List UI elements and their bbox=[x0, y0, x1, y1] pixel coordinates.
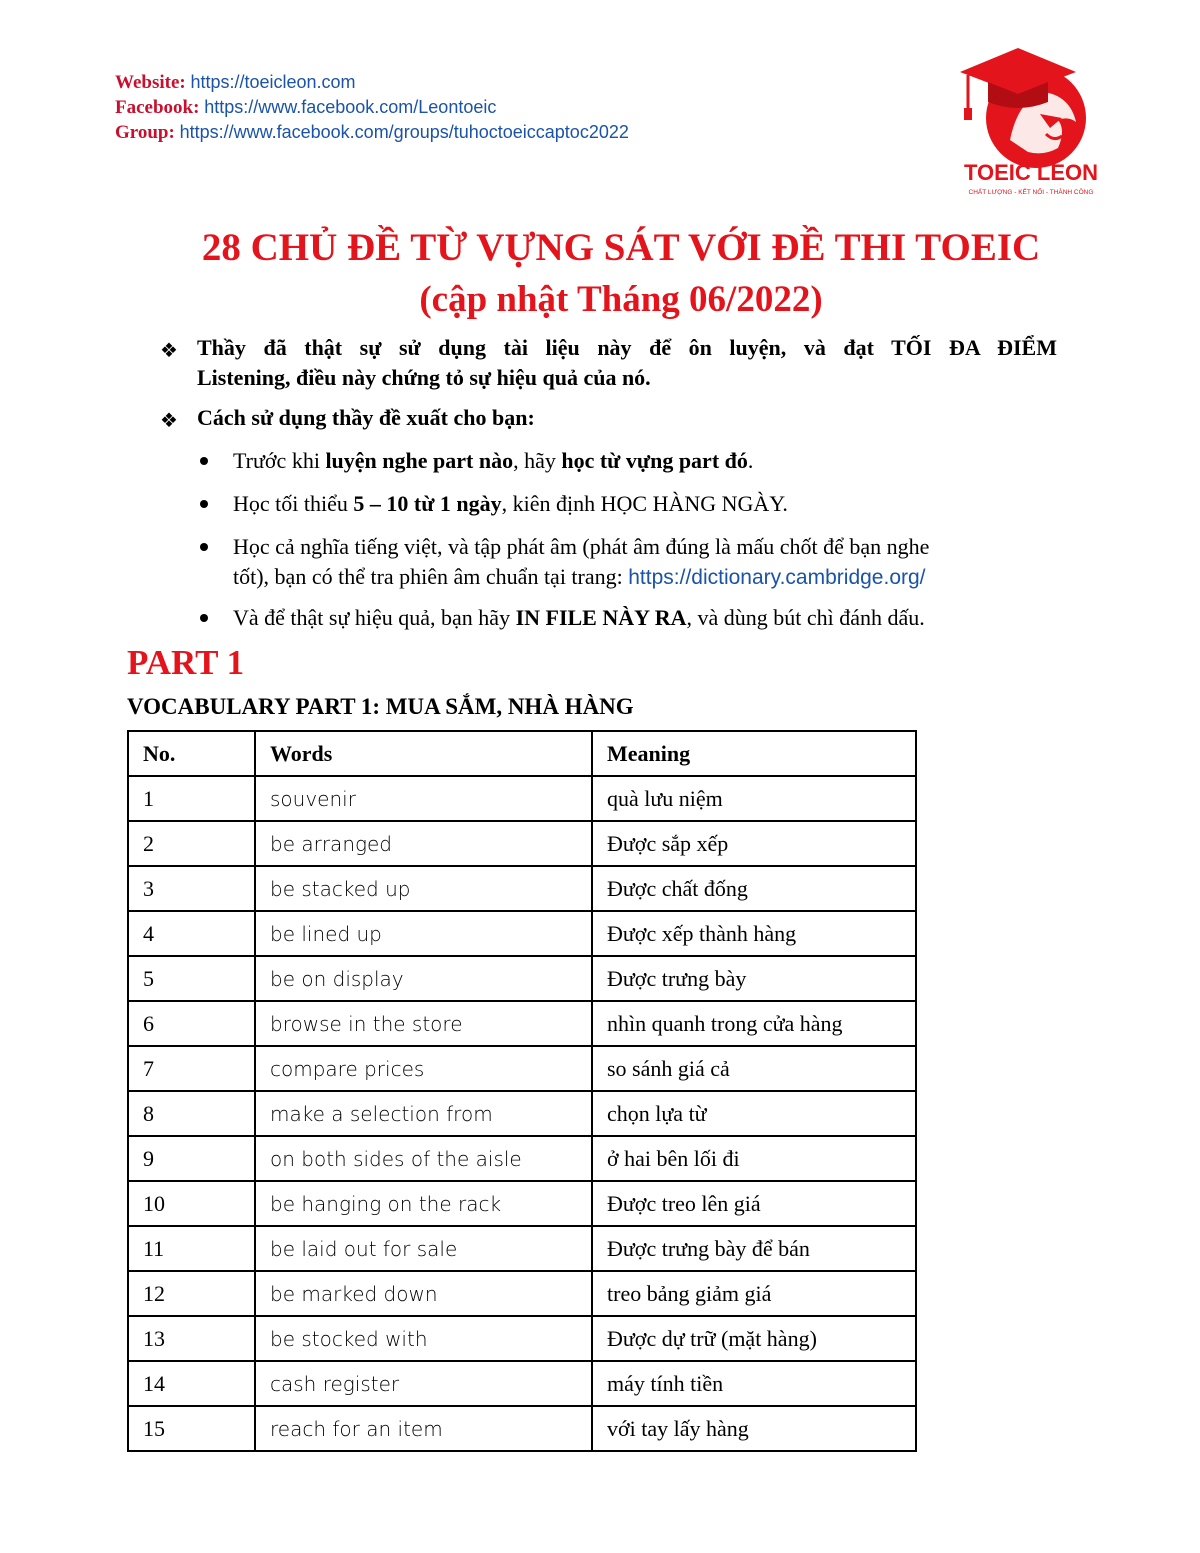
cell-word: souvenir bbox=[255, 776, 592, 821]
bullet-1-text-e: . bbox=[747, 448, 754, 473]
intro-point-1-line-2: Listening, điều này chứng tỏ sự hiệu quả của nó. bbox=[197, 365, 651, 390]
cell-meaning: Được treo lên giá bbox=[592, 1181, 916, 1226]
bullet-3-line-2 bbox=[233, 562, 926, 593]
cell-no: 15 bbox=[128, 1406, 255, 1451]
header-no: No. bbox=[128, 731, 255, 776]
cell-meaning: nhìn quanh trong cửa hàng bbox=[592, 1001, 916, 1046]
facebook-label: Facebook: bbox=[115, 97, 200, 118]
page-title: 28 CHỦ ĐỀ TỪ VỰNG SÁT VỚI ĐỀ THI TOEIC bbox=[201, 226, 1041, 269]
bullet-3-text: tốt), bạn có thể tra phiên âm chuẩn tại trang: bbox=[233, 564, 629, 589]
cambridge-dictionary-link[interactable]: https://dictionary.cambridge.org/ bbox=[628, 566, 926, 589]
cell-meaning: Được trưng bày bbox=[592, 956, 916, 1001]
cell-no: 6 bbox=[128, 1001, 255, 1046]
cell-no: 11 bbox=[128, 1226, 255, 1271]
cell-no: 13 bbox=[128, 1316, 255, 1361]
table-row bbox=[128, 1136, 916, 1181]
cell-no: 9 bbox=[128, 1136, 255, 1181]
facebook-row bbox=[115, 95, 629, 120]
table-row bbox=[128, 1226, 916, 1271]
header-links bbox=[115, 70, 629, 145]
bullet-dot-icon bbox=[200, 543, 208, 551]
bullet-2-text-b: 5 – 10 từ 1 ngày bbox=[353, 491, 502, 516]
group-label: Group: bbox=[115, 122, 175, 143]
intro-point-1-line-1: Thầy đã thật sự sử dụng tài liệu này để ôn luyện, và đạt TỐI ĐA ĐIỂM bbox=[197, 335, 1057, 360]
table-row bbox=[128, 821, 916, 866]
vocabulary-table bbox=[127, 730, 917, 1452]
table-row bbox=[128, 1361, 916, 1406]
cell-meaning: treo bảng giảm giá bbox=[592, 1271, 916, 1316]
bullet-2-text-c: , kiên định HỌC HÀNG NGÀY. bbox=[501, 491, 788, 516]
table-row bbox=[128, 911, 916, 956]
cell-word: be stocked with bbox=[255, 1316, 592, 1361]
bullet-dot-icon bbox=[200, 614, 208, 622]
cell-no: 7 bbox=[128, 1046, 255, 1091]
website-link[interactable]: https://toeicleon.com bbox=[190, 72, 356, 92]
table-row bbox=[128, 1181, 916, 1226]
cell-word: be marked down bbox=[255, 1271, 592, 1316]
cell-meaning: Được dự trữ (mặt hàng) bbox=[592, 1316, 916, 1361]
diamond-bullet-icon: ❖ bbox=[160, 340, 178, 362]
cell-meaning: Được sắp xếp bbox=[592, 821, 916, 866]
table-row bbox=[128, 776, 916, 821]
table-row bbox=[128, 1001, 916, 1046]
cell-word: be hanging on the rack bbox=[255, 1181, 592, 1226]
bullet-dot-icon bbox=[200, 500, 208, 508]
cell-no: 3 bbox=[128, 866, 255, 911]
page-subtitle: (cập nhật Tháng 06/2022) bbox=[419, 279, 823, 320]
cell-word: browse in the store bbox=[255, 1001, 592, 1046]
toeic-leon-logo bbox=[958, 30, 1104, 198]
bullet-2 bbox=[233, 489, 788, 519]
table-header-row bbox=[128, 731, 916, 776]
bullet-4-text-c: , và dùng bút chì đánh dấu. bbox=[686, 605, 925, 630]
cell-no: 14 bbox=[128, 1361, 255, 1406]
table-row bbox=[128, 1271, 916, 1316]
cell-meaning: chọn lựa từ bbox=[592, 1091, 916, 1136]
cell-word: be on display bbox=[255, 956, 592, 1001]
table-row bbox=[128, 1406, 916, 1451]
logo-brand-text: TOEIC LEON bbox=[963, 160, 1099, 185]
cell-meaning: so sánh giá cả bbox=[592, 1046, 916, 1091]
bullet-4-text-a: Và để thật sự hiệu quả, bạn hãy bbox=[233, 605, 516, 630]
table-row bbox=[128, 956, 916, 1001]
cell-no: 12 bbox=[128, 1271, 255, 1316]
bullet-4-text-b: IN FILE NÀY RA bbox=[515, 605, 687, 630]
cell-meaning: Được chất đống bbox=[592, 866, 916, 911]
header-meaning: Meaning bbox=[592, 731, 916, 776]
cell-no: 5 bbox=[128, 956, 255, 1001]
bullet-2-text-a: Học tối thiểu bbox=[233, 491, 354, 516]
table-row bbox=[128, 1046, 916, 1091]
group-row bbox=[115, 120, 629, 145]
cell-no: 10 bbox=[128, 1181, 255, 1226]
cell-word: be stacked up bbox=[255, 866, 592, 911]
cell-word: make a selection from bbox=[255, 1091, 592, 1136]
table-row bbox=[128, 1316, 916, 1361]
cell-meaning: quà lưu niệm bbox=[592, 776, 916, 821]
cell-word: cash register bbox=[255, 1361, 592, 1406]
vocab-section-title: VOCABULARY PART 1: MUA SẮM, NHÀ HÀNG bbox=[127, 694, 634, 719]
cell-meaning: ở hai bên lối đi bbox=[592, 1136, 916, 1181]
bullet-3-line-1: Học cả nghĩa tiếng việt, và tập phát âm (phát âm đúng là mấu chốt để bạn nghe bbox=[233, 534, 930, 559]
website-row bbox=[115, 70, 629, 95]
cell-word: be laid out for sale bbox=[255, 1226, 592, 1271]
group-link[interactable]: https://www.facebook.com/groups/tuhoctoeiccaptoc2022 bbox=[179, 122, 629, 142]
cell-word: reach for an item bbox=[255, 1406, 592, 1451]
part-title: PART 1 bbox=[127, 643, 245, 682]
header-words: Words bbox=[255, 731, 592, 776]
table-row bbox=[128, 866, 916, 911]
bullet-1-text-a: Trước khi bbox=[233, 448, 326, 473]
cell-meaning: máy tính tiền bbox=[592, 1361, 916, 1406]
vocabulary-table-body bbox=[128, 731, 916, 1451]
cell-word: be arranged bbox=[255, 821, 592, 866]
website-label: Website: bbox=[115, 72, 186, 93]
bullet-1-text-c: , hãy bbox=[513, 448, 562, 473]
bullet-1 bbox=[233, 446, 753, 476]
table-row bbox=[128, 1091, 916, 1136]
logo-tagline: CHẤT LƯỢNG - KẾT NỐI - THÀNH CÔNG bbox=[968, 189, 1094, 196]
bullet-dot-icon bbox=[200, 457, 208, 465]
cell-meaning: Được xếp thành hàng bbox=[592, 911, 916, 956]
diamond-bullet-icon: ❖ bbox=[160, 410, 178, 432]
bullet-1-text-d: học từ vựng part đó bbox=[561, 448, 748, 473]
bullet-1-text-b: luyện nghe part nào bbox=[325, 448, 514, 473]
cell-no: 8 bbox=[128, 1091, 255, 1136]
cell-meaning: Được trưng bày để bán bbox=[592, 1226, 916, 1271]
facebook-link[interactable]: https://www.facebook.com/Leontoeic bbox=[204, 97, 497, 117]
cell-no: 1 bbox=[128, 776, 255, 821]
cell-no: 2 bbox=[128, 821, 255, 866]
cell-word: compare prices bbox=[255, 1046, 592, 1091]
cell-no: 4 bbox=[128, 911, 255, 956]
intro-point-2: Cách sử dụng thầy đề xuất cho bạn: bbox=[197, 405, 535, 430]
cell-word: be lined up bbox=[255, 911, 592, 956]
cell-word: on both sides of the aisle bbox=[255, 1136, 592, 1181]
cell-meaning: với tay lấy hàng bbox=[592, 1406, 916, 1451]
bullet-4 bbox=[233, 603, 925, 633]
